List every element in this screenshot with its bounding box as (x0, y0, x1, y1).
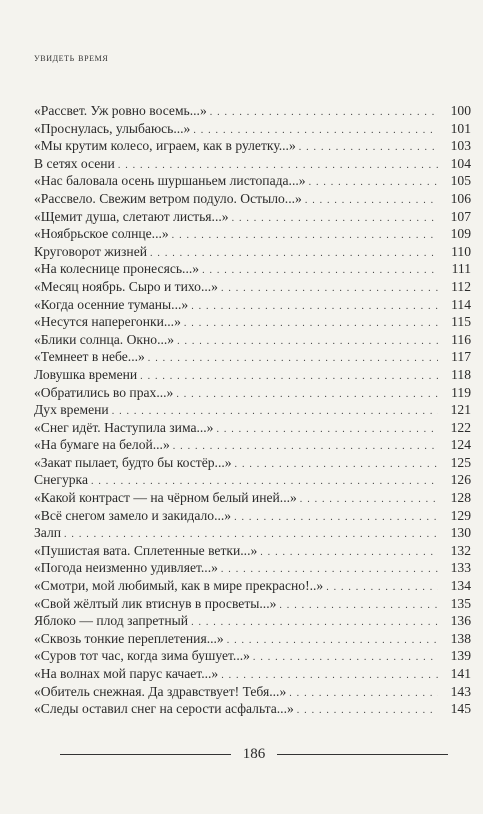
footer-rule-right (277, 754, 448, 755)
dot-leader (326, 579, 438, 597)
dot-leader (227, 632, 438, 650)
toc-entry-title: «Суров тот час, когда зима бушует...» (34, 648, 250, 664)
toc-entry-page-number: 134 (450, 578, 471, 594)
page-footer (60, 746, 448, 763)
toc-entry-page-number: 109 (450, 226, 471, 242)
toc-entry (34, 647, 471, 665)
toc-entry-title: «Несутся наперегонки...» (34, 314, 181, 330)
dot-leader (184, 315, 438, 333)
toc-entry-title: «Темнеет в небе...» (34, 349, 145, 365)
table-of-contents (34, 102, 471, 718)
toc-entry-title: «Следы оставил снег на серости асфальта...» (34, 701, 294, 717)
toc-entry-title: Круговорот жизней (34, 243, 148, 259)
toc-entry-title: «На волнах мой парус качает...» (34, 666, 219, 681)
toc-entry (34, 278, 471, 296)
toc-entry (34, 190, 471, 208)
toc-entry-page-number: 133 (450, 560, 471, 576)
toc-entry-page-number: 107 (450, 208, 471, 224)
toc-entry-title: «Закат пылает, будто бы костёр...» (34, 454, 232, 470)
dot-leader (221, 280, 438, 298)
toc-entry (34, 155, 471, 173)
toc-entry (34, 296, 471, 314)
toc-entry-page-number: 126 (450, 472, 471, 488)
toc-entry-page-number: 128 (450, 490, 471, 506)
dot-leader (232, 210, 438, 228)
toc-entry-page-number: 110 (451, 243, 471, 259)
dot-leader (300, 491, 438, 509)
toc-entry-page-number: 115 (451, 314, 471, 330)
dot-leader (191, 614, 438, 632)
dot-leader (309, 174, 438, 192)
toc-entry (34, 260, 471, 278)
toc-entry-title: Яблоко — плод запретный (34, 613, 189, 629)
toc-entry (34, 612, 471, 630)
dot-leader (172, 227, 438, 245)
toc-entry-title: «Ноябрьское солнце...» (34, 226, 169, 242)
toc-entry-page-number: 117 (451, 349, 471, 365)
toc-entry (34, 665, 471, 683)
toc-entry (34, 595, 471, 613)
toc-entry (34, 243, 471, 261)
toc-entry-title: «На колеснице пронесясь...» (34, 261, 200, 277)
toc-entry (34, 331, 471, 349)
toc-entry-title: «Месяц ноябрь. Сыро и тихо...» (34, 278, 218, 294)
dot-leader (177, 333, 438, 351)
footer-rule-left (60, 754, 231, 755)
toc-entry-page-number: 105 (450, 173, 471, 189)
dot-leader (140, 368, 438, 386)
toc-entry-page-number: 104 (450, 155, 471, 171)
toc-entry-page-number: 138 (450, 630, 471, 646)
toc-entry (34, 313, 471, 331)
toc-entry-page-number: 112 (451, 278, 471, 294)
toc-entry-title: «Сквозь тонкие переплетения...» (34, 630, 224, 646)
running-head: увидеть время (34, 52, 109, 64)
toc-entry (34, 542, 471, 560)
dot-leader (305, 192, 438, 210)
toc-entry (34, 577, 471, 595)
dot-leader (176, 386, 438, 404)
toc-entry (34, 454, 471, 472)
toc-entry-page-number: 116 (451, 331, 471, 347)
toc-entry-title: «Обитель снежная. Да здравствует! Тебя...» (34, 683, 287, 699)
toc-entry-page-number: 114 (451, 296, 471, 312)
toc-entry-title: «Мы крутим колесо, играем, как в рулетку...» (34, 138, 296, 154)
toc-entry-page-number: 106 (450, 190, 471, 206)
toc-entry (34, 700, 471, 718)
toc-entry-title: «Всё снегом замело и закидало...» (34, 507, 232, 523)
toc-entry-title: «Щемит душа, слетают листья...» (34, 208, 229, 224)
toc-entry-page-number: 111 (451, 261, 471, 277)
toc-entry (34, 384, 471, 402)
toc-entry-title: Дух времени (34, 402, 109, 418)
toc-entry-page-number: 132 (450, 542, 471, 558)
toc-entry-title: «Обратились во прах...» (34, 384, 174, 400)
dot-leader (191, 298, 438, 316)
toc-entry-page-number: 118 (451, 366, 471, 382)
toc-entry (34, 172, 471, 190)
dot-leader (279, 597, 438, 615)
toc-entry-page-number: 121 (450, 402, 471, 418)
dot-leader (202, 262, 438, 280)
toc-entry (34, 559, 471, 577)
toc-entry-title: «Свой жёлтый лик втиснув в просветы...» (34, 595, 277, 611)
toc-entry (34, 401, 471, 419)
toc-entry (34, 471, 471, 489)
toc-entry-page-number: 135 (450, 595, 471, 611)
toc-entry (34, 524, 471, 542)
toc-entry-title: В сетях осени (34, 155, 115, 171)
toc-entry (34, 348, 471, 366)
toc-entry-title: «Какой контраст — на чёрном белый иней...» (34, 490, 297, 506)
toc-entry-page-number: 129 (450, 507, 471, 523)
toc-entry (34, 683, 471, 701)
toc-entry (34, 102, 471, 120)
toc-entry-page-number: 125 (450, 454, 471, 470)
toc-entry-page-number: 122 (450, 419, 471, 435)
toc-entry-title: Снегурка (34, 472, 88, 488)
toc-entry (34, 436, 471, 454)
toc-entry-page-number: 103 (450, 138, 471, 154)
toc-entry-title: «Проснулась, улыбаюсь...» (34, 120, 191, 136)
toc-entry (34, 489, 471, 507)
toc-entry-title: Залп (34, 525, 62, 541)
dot-leader (210, 104, 438, 122)
dot-leader (297, 702, 438, 720)
toc-entry (34, 507, 471, 525)
toc-entry-page-number: 139 (450, 648, 471, 664)
toc-entry-title: «Когда осенние туманы...» (34, 296, 189, 312)
toc-entry (34, 630, 471, 648)
toc-entry-page-number: 100 (450, 103, 471, 118)
toc-entry (34, 366, 471, 384)
page-number: 186 (242, 746, 266, 762)
toc-entry-title: «Пушистая вата. Сплетенные ветки...» (34, 542, 258, 558)
toc-entry-title: Ловушка времени (34, 366, 138, 382)
toc-entry-title: «Смотри, мой любимый, как в мире прекрасно!..» (34, 578, 324, 594)
dot-leader (299, 139, 438, 157)
toc-entry-page-number: 124 (450, 437, 471, 453)
toc-entry-page-number: 101 (450, 120, 471, 136)
dot-leader (253, 649, 438, 667)
toc-entry-title: «Рассвело. Свежим ветром подуло. Остыло...» (34, 190, 302, 206)
dot-leader (216, 421, 438, 439)
toc-entry (34, 137, 471, 155)
toc-entry (34, 208, 471, 226)
toc-entry-page-number: 119 (451, 384, 471, 400)
toc-entry-title: «Погода неизменно удивляет...» (34, 560, 218, 576)
toc-entry-page-number: 130 (450, 525, 471, 541)
toc-entry-title: «Снег идёт. Наступила зима...» (34, 419, 214, 435)
toc-entry-page-number: 141 (450, 666, 471, 681)
toc-entry-page-number: 145 (450, 701, 471, 717)
toc-entry-title: «Рассвет. Уж ровно восемь...» (34, 103, 207, 118)
dot-leader (260, 544, 438, 562)
toc-entry-page-number: 136 (450, 613, 471, 629)
toc-entry-page-number: 143 (450, 683, 471, 699)
toc-entry-title: «Нас баловала осень шуршаньем листопада...» (34, 173, 306, 189)
toc-entry-title: «Блики солнца. Окно...» (34, 331, 175, 347)
toc-entry-title: «На бумаге на белой...» (34, 437, 170, 453)
toc-entry (34, 225, 471, 243)
dot-leader (234, 509, 438, 527)
toc-entry (34, 120, 471, 138)
dot-leader (235, 456, 438, 474)
toc-entry (34, 419, 471, 437)
dot-leader (148, 350, 438, 368)
dot-leader (289, 685, 438, 703)
